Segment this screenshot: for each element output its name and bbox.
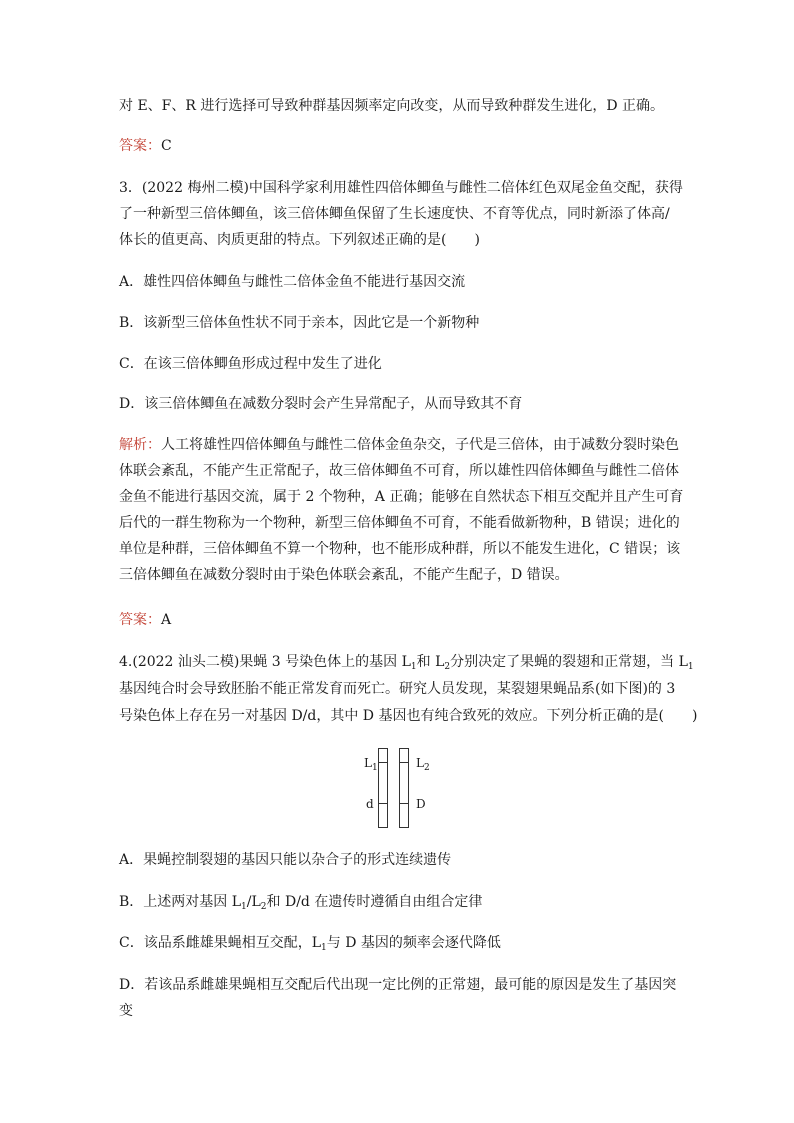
explanation-label: 解析： bbox=[119, 437, 161, 453]
gene-label-d: d bbox=[366, 797, 374, 811]
q3-option-a: A．雄性四倍体鲫鱼与雌性二倍体金鱼不能进行基因交流 bbox=[119, 274, 466, 290]
chromosome-left bbox=[378, 748, 388, 828]
q3-answer bbox=[119, 610, 171, 630]
subscript: 1 bbox=[687, 662, 694, 672]
locus-l2-mark bbox=[399, 762, 409, 763]
q4-text: /L bbox=[246, 894, 261, 910]
subscript: 1 bbox=[241, 902, 247, 912]
q4-option-d-line-2: 变 bbox=[119, 1003, 133, 1019]
q3-explanation-line-2: 体联会紊乱，不能产生正常配子，故三倍体鲫鱼不可育，所以雄性四倍体鲫鱼与雌性二倍体 bbox=[119, 463, 679, 479]
q3-explanation-line-3: 金鱼不能进行基因交流，属于 2 个物种，A 正确；能够在自然状态下相互交配并且产生可育 bbox=[119, 489, 684, 505]
q4-text: 与 D 基因的频率会逐代降低 bbox=[326, 935, 501, 951]
subscript: 2 bbox=[444, 662, 451, 672]
q3-stem-line-2: 了一种新型三倍体鲫鱼，该三倍体鲫鱼保留了生长速度快、不育等优点，同时新添了体高/ bbox=[119, 206, 670, 222]
locus-l1-mark bbox=[378, 762, 388, 763]
q4-stem-line-1 bbox=[119, 652, 694, 672]
subscript: 1 bbox=[321, 943, 327, 953]
q3-option-b: B．该新型三倍体鱼性状不同于亲本，因此它是一个新物种 bbox=[119, 315, 480, 331]
q4-text: C．该品系雌雄果蝇相互交配，L bbox=[119, 935, 322, 951]
q4-text: 和 D/d 在遗传时遵循自由组合定律 bbox=[266, 894, 483, 910]
q3-explanation-line-4: 后代的一群生物称为一个物种，新型三倍体鲫鱼不可育，不能看做新物种，B 错误；进化的 bbox=[119, 515, 680, 531]
q4-option-d-line-1: D．若该品系雌雄果蝇相互交配后代出现一定比例的正常翅，最可能的原因是发生了基因突 bbox=[119, 977, 677, 993]
q4-stem-line-3: 号染色体上存在另一对基因 D/d，其中 D 基因也有纯合致死的效应。下列分析正确的是( ) bbox=[119, 708, 698, 724]
answer-label: 答案： bbox=[119, 138, 161, 154]
answer-prev bbox=[119, 136, 172, 156]
gene-label-big-d: D bbox=[416, 797, 426, 811]
q3-stem-line-3: 体长的值更高、肉质更甜的特点。下列叙述正确的是( ) bbox=[119, 232, 480, 248]
gene-label-l2: $L_2$ bbox=[416, 756, 430, 773]
subscript: 1 bbox=[410, 662, 417, 672]
q3-option-c: C．在该三倍体鲫鱼形成过程中发生了进化 bbox=[119, 356, 382, 372]
locus-d-mark bbox=[378, 803, 388, 804]
q4-option-c bbox=[119, 933, 501, 953]
q4-option-a: A．果蝇控制裂翅的基因只能以杂合子的形式连续遗传 bbox=[119, 852, 452, 868]
q3-explanation-line-6: 三倍体鲫鱼在减数分裂时由于染色体联会紊乱，不能产生配子，D 错误。 bbox=[119, 567, 569, 583]
q4-stem-line-2: 基因纯合时会导致胚胎不能正常发育而死亡。研究人员发现，某裂翅果蝇品系(如下图)的 3 bbox=[119, 681, 676, 697]
q4-text: 和 L bbox=[416, 654, 445, 670]
q4-text: 分别决定了果蝇的裂翅和正常翅，当 L bbox=[450, 654, 688, 670]
q3-explanation-line-5: 单位是种群，三倍体鲫鱼不算一个物种，也不能形成种群，所以不能发生进化，C 错误；该 bbox=[119, 541, 681, 557]
q3-stem-line-1: 3．(2022 梅州二模)中国科学家利用雄性四倍体鲫鱼与雌性二倍体红色双尾金鱼交配，获得 bbox=[119, 180, 683, 196]
answer-label: 答案： bbox=[119, 612, 161, 628]
explanation-text: 人工将雄性四倍体鲫鱼与雌性二倍体金鱼杂交，子代是三倍体，由于减数分裂时染色 bbox=[161, 437, 679, 453]
chromosome-diagram bbox=[362, 748, 442, 832]
answer-value: A bbox=[161, 612, 172, 628]
subscript: 2 bbox=[260, 902, 267, 912]
locus-big-d-mark bbox=[399, 803, 409, 804]
q4-option-b bbox=[119, 892, 482, 912]
q3-explanation-line-1 bbox=[119, 435, 679, 455]
q4-text: 4.(2022 汕头二模)果蝇 3 号染色体上的基因 L bbox=[119, 654, 411, 670]
explanation-continuation: 对 E、F、R 进行选择可导致种群基因频率定向改变，从而导致种群发生进化，D 正确。 bbox=[119, 98, 665, 114]
q3-option-d: D．该三倍体鲫鱼在减数分裂时会产生异常配子，从而导致其不育 bbox=[119, 396, 523, 412]
chromosome-right bbox=[399, 748, 409, 828]
q4-text: B．上述两对基因 L bbox=[119, 894, 242, 910]
answer-value: C bbox=[161, 138, 172, 154]
gene-label-l1: $L_1$ bbox=[364, 756, 378, 773]
